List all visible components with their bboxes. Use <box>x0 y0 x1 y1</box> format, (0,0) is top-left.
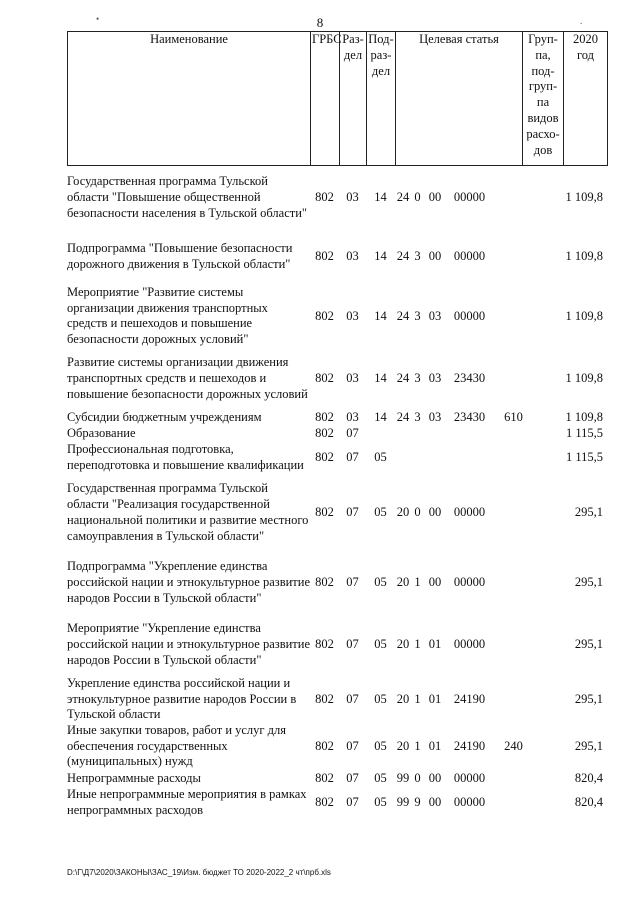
cell-name: Подпрограмма "Повышение безопасности дорожного движения в Тульской области" <box>67 241 293 271</box>
cell-c2: 3 <box>414 249 421 264</box>
cell-c1: 24 <box>396 308 410 323</box>
cell-rz: 07 <box>346 794 359 809</box>
cell-c3: 00 <box>428 574 442 589</box>
cell-grbs: 802 <box>315 504 334 519</box>
cell-pr: 05 <box>374 449 387 464</box>
cell-pr: 05 <box>374 794 387 809</box>
cell-c1: 99 <box>396 770 410 785</box>
cell-rz: 03 <box>346 249 359 264</box>
cell-c4: 00000 <box>453 636 486 651</box>
cell-c3: 03 <box>428 370 442 385</box>
cell-sum: 295,1 <box>574 636 603 651</box>
cell-rz: 03 <box>346 190 359 205</box>
cell-sum: 1 115,5 <box>565 425 603 440</box>
cell-c3: 00 <box>428 794 442 809</box>
cell-c4: 00000 <box>453 574 486 589</box>
table-row <box>67 787 607 818</box>
cell-c4: 00000 <box>453 504 486 519</box>
cell-c2: 1 <box>414 636 421 651</box>
cell-c2: 1 <box>414 691 421 706</box>
cell-c2: 3 <box>414 409 421 424</box>
cell-c4: 23430 <box>453 370 486 385</box>
cell-name: Укрепление единства российской нации и этнокультурное развитие народов России в Тульской области <box>67 675 297 722</box>
file-path: D:\Г\Д7\2020\ЗАКОНЫ\ЗАС_19\Изм. бюджет ТО 2020-2022_2 чт\прб.xls <box>67 868 331 877</box>
cell-pr: 05 <box>374 504 387 519</box>
table-row <box>67 676 607 723</box>
cell-grbs: 802 <box>315 308 334 323</box>
cell-rz: 07 <box>346 738 359 753</box>
cell-c4: 00000 <box>453 770 486 785</box>
cell-c4: 24190 <box>453 691 486 706</box>
scan-speck: . <box>580 16 583 26</box>
cell-name: Иные закупки товаров, работ и услуг для обеспечения государственных (муниципальных) нужд <box>67 722 287 769</box>
cell-grbs: 802 <box>315 770 334 785</box>
cell-rz: 07 <box>346 770 359 785</box>
page-number: 8 <box>316 15 324 30</box>
cell-sum: 295,1 <box>574 574 603 589</box>
cell-c1: 24 <box>396 409 410 424</box>
cell-rz: 03 <box>346 370 359 385</box>
cell-grbs: 802 <box>315 574 334 589</box>
cell-c2: 0 <box>414 770 421 785</box>
cell-c1: 99 <box>396 794 410 809</box>
table-row <box>67 770 607 787</box>
cell-c3: 03 <box>428 308 442 323</box>
cell-name: Профессиональная подготовка, переподготовка и повышение квалификации <box>67 442 304 472</box>
cell-c2: 9 <box>414 794 421 809</box>
cell-c1: 20 <box>396 504 410 519</box>
cell-name: Субсидии бюджетным учреждениям <box>67 409 262 424</box>
table-body <box>67 166 607 818</box>
cell-rz: 07 <box>346 425 359 440</box>
cell-rz: 07 <box>346 691 359 706</box>
cell-sum: 1 109,8 <box>565 249 603 264</box>
cell-c2: 3 <box>414 308 421 323</box>
cell-grbs: 802 <box>315 190 334 205</box>
cell-grbs: 802 <box>315 409 334 424</box>
header-grbs: ГРБС <box>311 32 340 166</box>
table-row <box>67 614 607 676</box>
cell-pr: 05 <box>374 691 387 706</box>
cell-grbs: 802 <box>315 249 334 264</box>
cell-pr: 14 <box>374 409 387 424</box>
cell-grbs: 802 <box>315 636 334 651</box>
cell-sum: 1 109,8 <box>565 409 603 424</box>
header-name: Наименование <box>68 32 311 166</box>
cell-sum: 1 109,8 <box>565 370 603 385</box>
cell-grbs: 802 <box>315 794 334 809</box>
cell-grbs: 802 <box>315 449 334 464</box>
cell-grbs: 802 <box>315 425 334 440</box>
cell-c4: 00000 <box>453 794 486 809</box>
cell-rz: 03 <box>346 308 359 323</box>
cell-c4: 00000 <box>453 190 486 205</box>
cell-sum: 295,1 <box>574 691 603 706</box>
header-razdel: Раз- дел <box>340 32 367 166</box>
cell-sum: 295,1 <box>574 738 603 753</box>
cell-sum: 1 109,8 <box>565 190 603 205</box>
table-row <box>67 348 607 410</box>
cell-grbs: 802 <box>315 370 334 385</box>
cell-pr: 14 <box>374 370 387 385</box>
cell-c1: 24 <box>396 190 410 205</box>
cell-name: Образование <box>67 425 136 440</box>
table-row <box>67 410 607 426</box>
cell-c2: 3 <box>414 370 421 385</box>
cell-rz: 07 <box>346 574 359 589</box>
cell-sum: 295,1 <box>574 504 603 519</box>
cell-sum: 1 109,8 <box>565 308 603 323</box>
cell-c1: 24 <box>396 370 410 385</box>
cell-c3: 00 <box>428 190 442 205</box>
cell-vr: 240 <box>504 738 523 753</box>
header-podrazdel: Под- раз- дел <box>367 32 396 166</box>
cell-c3: 00 <box>428 770 442 785</box>
cell-name: Иные непрограммные мероприятия в рамках непрограммных расходов <box>67 787 307 817</box>
cell-pr: 14 <box>374 190 387 205</box>
cell-pr: 05 <box>374 574 387 589</box>
header-year: 2020 год <box>564 32 608 166</box>
cell-rz: 07 <box>346 636 359 651</box>
table-row <box>67 237 607 277</box>
cell-name: Подпрограмма "Укрепление единства российской нации и этнокультурное развитие народов России в Тульской области" <box>67 559 310 605</box>
cell-pr: 05 <box>374 770 387 785</box>
cell-c4: 24190 <box>453 738 486 753</box>
cell-rz: 03 <box>346 409 359 424</box>
cell-name: Мероприятие "Развитие системы организации движения транспортных средств и пешеходов и повышение безопасности дорожных условий" <box>67 285 268 347</box>
cell-pr: 14 <box>374 308 387 323</box>
cell-c4: 00000 <box>453 249 486 264</box>
cell-name: Развитие системы организации движения транспортных средств и пешеходов и повышение безопасности дорожных условий <box>67 355 308 401</box>
cell-name: Мероприятие "Укрепление единства российской нации и этнокультурное развитие народов России в Тульской области" <box>67 621 310 667</box>
table-row <box>67 723 607 770</box>
header-target: Целевая статья <box>396 32 523 166</box>
cell-c3: 01 <box>428 636 442 651</box>
cell-sum: 1 115,5 <box>565 449 603 464</box>
cell-c4: 23430 <box>453 409 486 424</box>
cell-c1: 20 <box>396 574 410 589</box>
cell-rz: 07 <box>346 504 359 519</box>
table-row <box>67 166 607 230</box>
cell-c1: 20 <box>396 636 410 651</box>
cell-c2: 1 <box>414 738 421 753</box>
cell-name: Государственная программа Тульской области "Повышение общественной безопасности населения в Тульской области" <box>67 174 308 220</box>
table-row <box>67 552 607 614</box>
cell-c3: 03 <box>428 409 442 424</box>
scan-speck: • <box>96 14 100 24</box>
table-row <box>67 474 607 552</box>
cell-name: Государственная программа Тульской области "Реализация государственной национальной политики и развитие местного самоуправления в Тульской области" <box>67 481 309 543</box>
cell-pr: 05 <box>374 636 387 651</box>
header-group: Груп- па, под- груп- па видов расхо- дов <box>523 32 564 166</box>
cell-pr: 14 <box>374 249 387 264</box>
cell-grbs: 802 <box>315 691 334 706</box>
cell-pr: 05 <box>374 738 387 753</box>
cell-sum: 820,4 <box>574 794 603 809</box>
cell-name: Непрограммные расходы <box>67 770 201 785</box>
table-row <box>67 285 607 348</box>
cell-c3: 00 <box>428 249 442 264</box>
table-row <box>67 442 607 474</box>
cell-c1: 20 <box>396 738 410 753</box>
cell-c3: 00 <box>428 504 442 519</box>
cell-c2: 0 <box>414 504 421 519</box>
cell-sum: 820,4 <box>574 770 603 785</box>
cell-grbs: 802 <box>315 738 334 753</box>
cell-c2: 0 <box>414 190 421 205</box>
cell-c1: 20 <box>396 691 410 706</box>
cell-c2: 1 <box>414 574 421 589</box>
cell-vr: 610 <box>504 409 523 424</box>
cell-rz: 07 <box>346 449 359 464</box>
cell-c3: 01 <box>428 738 442 753</box>
cell-c1: 24 <box>396 249 410 264</box>
cell-c4: 00000 <box>453 308 486 323</box>
cell-c3: 01 <box>428 691 442 706</box>
table-row <box>67 426 607 442</box>
table-header <box>67 31 608 166</box>
